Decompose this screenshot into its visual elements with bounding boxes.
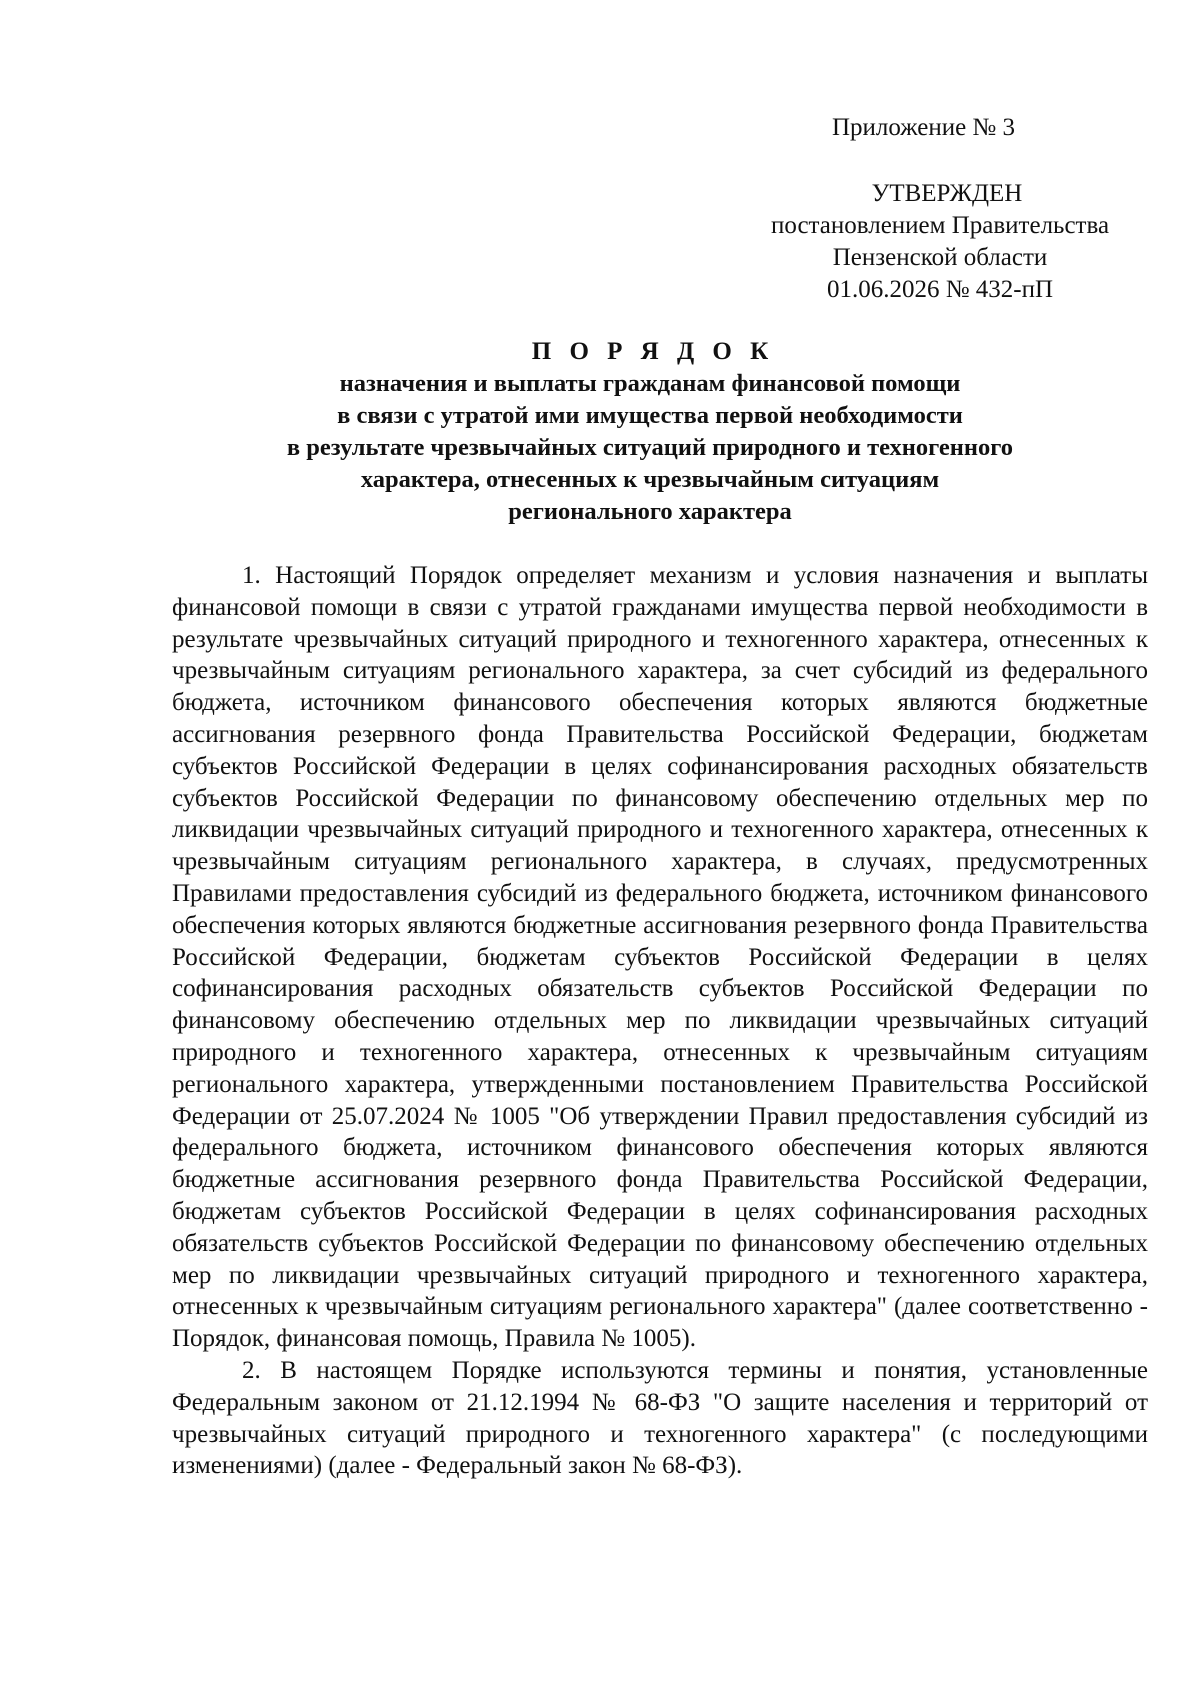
title-line: характера, отнесенных к чрезвычайным ситуациям bbox=[360, 466, 940, 493]
approval-block bbox=[730, 178, 1150, 306]
title-line: назначения и выплаты гражданам финансовой помощи bbox=[339, 370, 961, 397]
approval-line-2: Пензенской области bbox=[832, 244, 1048, 271]
title-line: в результате чрезвычайных ситуаций природного и техногенного bbox=[286, 434, 1014, 461]
title-line: в связи с утратой ими имущества первой необходимости bbox=[337, 402, 963, 429]
title-line: регионального характера bbox=[508, 498, 792, 525]
document-title bbox=[170, 336, 1130, 528]
appendix-label: Приложение № 3 bbox=[832, 114, 1016, 141]
approved-heading: УТВЕРЖДЕН bbox=[871, 180, 1023, 207]
approval-line-1: постановлением Правительства bbox=[770, 212, 1110, 239]
paragraph-2: 2. В настоящем Порядке используются термины и понятия, установленные Федеральным законом от 21.12.1994 № 68-ФЗ "О защите населения и территорий от чрезвычайных ситуаций природного и техногенного характера" (с последующими изменениями) (далее - Федеральный закон № 68-ФЗ). bbox=[172, 1356, 1148, 1480]
document-body bbox=[172, 560, 1148, 1482]
approval-date-number: 01.06.2026 № 432-пП bbox=[826, 276, 1054, 303]
title-main: П О Р Я Д О К bbox=[531, 338, 775, 365]
paragraph-1: 1. Настоящий Порядок определяет механизм и условия назначения и выплаты финансовой помощи в связи с утратой гражданами имущества первой необходимости в результате чрезвычайных ситуаций природного и техногенного характера, отнесенных к чрезвычайным ситуациям регионального характера, за счет субсидий из федерального бюджета, источником финансового обеспечения которых являются бюджетные ассигнования резервного фонда Правительства Российской Федерации, бюджетам субъектов Российской Федерации в целях софинансирования расходных обязательств субъектов Российской Федерации по финансовому обеспечению отдельных мер по ликвидации чрезвычайных ситуаций природного и техногенного характера, отнесенных к чрезвычайным ситуациям регионального характера, в случаях, предусмотренных Правилами предоставления субсидий из федерального бюджета, источником финансового обеспечения которых являются бюджетные ассигнования резервного фонда Правительства Российской Федерации, бюджетам субъектов Российской Федерации в целях софинансирования расходных обязательств субъектов Российской Федерации по финансовому обеспечению отдельных мер по ликвидации чрезвычайных ситуаций природного и техногенного характера, отнесенных к чрезвычайным ситуациям регионального характера, утвержденными постановлением Правительства Российской Федерации от 25.07.2024 № 1005 "Об утверждении Правил предоставления субсидий из федерального бюджета, источником финансового обеспечения которых являются бюджетные ассигнования резервного фонда Правительства Российской Федерации, бюджетам субъектов Российской Федерации в целях софинансирования расходных обязательств субъектов Российской Федерации по финансовому обеспечению отдельных мер по ликвидации чрезвычайных ситуаций природного и техногенного характера, отнесенных к чрезвычайным ситуациям регионального характера" (далее соответственно - Порядок, финансовая помощь, Правила № 1005). bbox=[172, 562, 1148, 1353]
